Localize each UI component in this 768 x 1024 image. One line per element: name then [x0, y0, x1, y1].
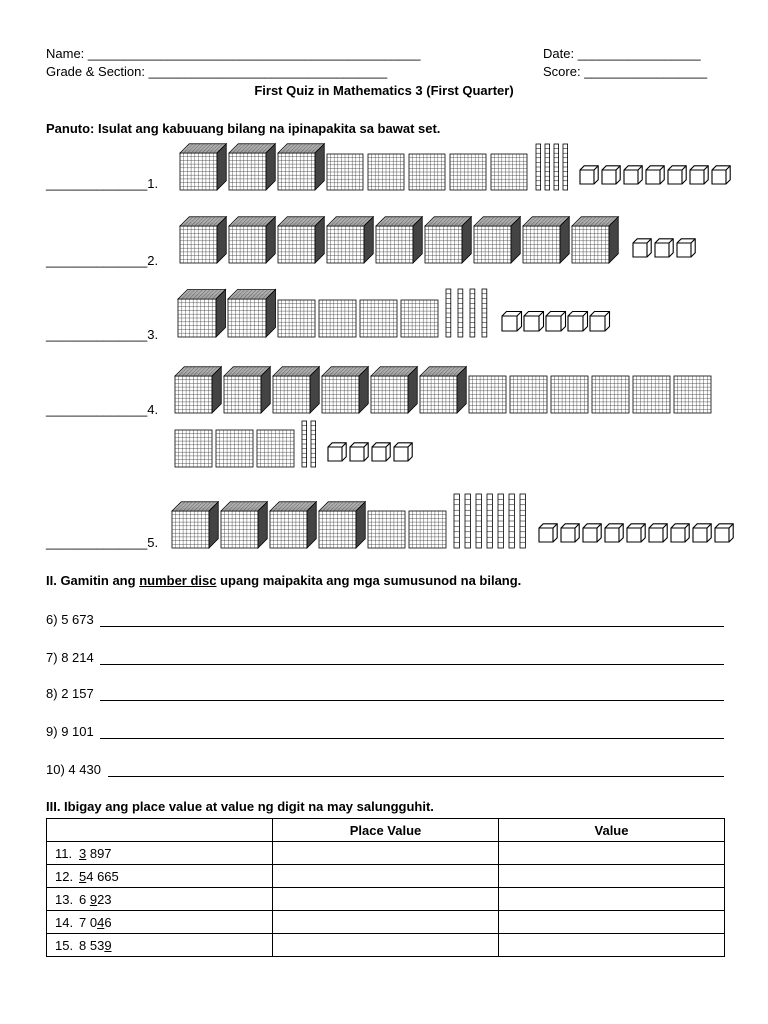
tens-rod: [311, 421, 316, 467]
thousands-cube: [371, 367, 417, 413]
hundreds-flat: [491, 154, 527, 190]
hundreds-flat: [510, 376, 547, 413]
thousands-cube: [273, 367, 319, 413]
ones-cube: [524, 312, 544, 332]
ones-cube: [590, 312, 610, 332]
hundreds-flat: [551, 376, 588, 413]
ones-cube: [655, 239, 673, 257]
hundreds-flat: [450, 154, 486, 190]
row-number: 15.: [55, 937, 74, 953]
hundreds-flat: [175, 430, 212, 467]
thousands-cube: [322, 367, 368, 413]
number-cell: [47, 842, 273, 865]
answer-blank[interactable]: ______________: [46, 402, 148, 417]
hundreds-flat: [216, 430, 253, 467]
disc-answer-line[interactable]: [100, 664, 724, 665]
thousands-cube: [572, 217, 618, 263]
disc-item-number: 9): [46, 724, 58, 739]
hundreds-flat: [401, 300, 438, 337]
ones-cube: [328, 443, 346, 461]
ones-cube: [649, 524, 667, 542]
ones-cube: [627, 524, 645, 542]
tens-rod: [476, 494, 481, 548]
hundreds-flat: [409, 511, 446, 548]
hundreds-flat: [319, 300, 356, 337]
ones-cube: [580, 166, 598, 184]
thousands-cube: [327, 217, 373, 263]
disc-item-6: [46, 612, 94, 627]
date-blank[interactable]: _________________: [577, 46, 701, 61]
disc-item-10: [46, 762, 101, 777]
name-label: Name:: [46, 46, 88, 61]
ones-cube: [546, 312, 566, 332]
hundreds-flat: [368, 154, 404, 190]
section1-instruction: Panuto: Isulat ang kabuuang bilang na ipinapakita sa bawat set.: [46, 121, 441, 136]
thousands-cube: [180, 217, 226, 263]
answer-blank[interactable]: ______________: [46, 535, 148, 550]
date-label: Date:: [543, 46, 578, 61]
ones-cube: [690, 166, 708, 184]
place-value-cell[interactable]: [273, 934, 499, 957]
ones-cube: [715, 524, 733, 542]
digits-pre: 6: [79, 891, 90, 907]
section3-instruction: III. Ibigay ang place value at value ng digit na may salungguhit.: [46, 799, 434, 814]
table-row: [47, 842, 725, 865]
underlined-digit: 5: [79, 868, 87, 884]
tens-rod: [465, 494, 470, 548]
tens-rod: [470, 289, 475, 337]
place-value-table: [46, 818, 725, 957]
number-cell: [47, 888, 273, 911]
underlined-digit: 4: [97, 914, 105, 930]
thousands-cube: [178, 290, 226, 338]
hundreds-flat: [592, 376, 629, 413]
tens-rod: [482, 289, 487, 337]
value-cell[interactable]: [499, 911, 725, 934]
thousands-cube: [180, 144, 226, 190]
tens-rod: [498, 494, 503, 548]
disc-item-value: 2 157: [61, 686, 94, 701]
table-row: [47, 888, 725, 911]
ones-cube: [668, 166, 686, 184]
ones-cube: [602, 166, 620, 184]
digits-pre: 8 53: [79, 937, 105, 953]
disc-item-9: [46, 724, 94, 739]
ones-cube: [677, 239, 695, 257]
ones-cube: [502, 312, 522, 332]
ones-cube: [394, 443, 412, 461]
row-number: 11.: [55, 845, 73, 861]
underlined-digit: 9: [104, 937, 112, 953]
table-row: [47, 911, 725, 934]
ones-cube: [583, 524, 601, 542]
disc-answer-line[interactable]: [100, 626, 724, 627]
value-cell[interactable]: [499, 842, 725, 865]
disc-item-number: 7): [46, 650, 58, 665]
table-row: [47, 865, 725, 888]
item-number: 3.: [147, 327, 159, 342]
disc-answer-line[interactable]: [108, 776, 724, 777]
ones-cube: [561, 524, 579, 542]
hundreds-flat: [278, 300, 315, 337]
section2-instruction: [46, 573, 521, 588]
tens-rod: [563, 144, 568, 190]
hundreds-flat: [409, 154, 445, 190]
answer-blank[interactable]: ______________: [46, 327, 148, 342]
thousands-cube: [228, 290, 276, 338]
ones-cube: [671, 524, 689, 542]
thousands-cube: [474, 217, 520, 263]
row-number: 14.: [55, 914, 74, 930]
ones-cube: [568, 312, 588, 332]
thousands-cube: [278, 144, 324, 190]
hundreds-flat: [368, 511, 405, 548]
thousands-cube: [175, 367, 221, 413]
tens-rod: [446, 289, 451, 337]
digits-pre: 7 0: [79, 914, 98, 930]
thousands-cube: [523, 217, 569, 263]
item-number: 5.: [147, 535, 159, 550]
digits-post: 897: [86, 845, 112, 861]
header-number: [47, 819, 273, 842]
disc-item-7: [46, 650, 94, 665]
ones-cube: [633, 239, 651, 257]
row-number: 13.: [55, 891, 74, 907]
underlined-digit: 3: [79, 845, 87, 861]
ones-cube: [693, 524, 711, 542]
thousands-cube: [229, 217, 275, 263]
thousands-cube: [221, 502, 267, 548]
place-value-cell[interactable]: [273, 842, 499, 865]
disc-item-number: 8): [46, 686, 58, 701]
thousands-cube: [376, 217, 422, 263]
thousands-cube: [270, 502, 316, 548]
hundreds-flat: [360, 300, 397, 337]
thousands-cube: [425, 217, 471, 263]
grade-blank[interactable]: _________________________________: [148, 64, 388, 79]
digits-post: 4 665: [86, 868, 119, 884]
disc-item-8: [46, 686, 94, 701]
ones-cube: [646, 166, 664, 184]
table-header-row: [47, 819, 725, 842]
digits-post: 23: [97, 891, 112, 907]
section2-instruction-post: upang maipakita ang mga sumusunod na bilang.: [216, 573, 522, 588]
tens-rod: [302, 421, 307, 467]
hundreds-flat: [257, 430, 294, 467]
tens-rod: [487, 494, 492, 548]
underlined-digit: 9: [89, 891, 98, 907]
ones-cube: [539, 524, 557, 542]
ones-cube: [605, 524, 623, 542]
hundreds-flat: [327, 154, 363, 190]
disc-answer-line[interactable]: [100, 738, 724, 739]
tens-rod: [458, 289, 463, 337]
score-label: Score:: [543, 64, 585, 79]
ones-cube: [712, 166, 730, 184]
item-number: 2.: [147, 253, 159, 268]
row-number: 12.: [55, 868, 74, 884]
hundreds-flat: [469, 376, 506, 413]
thousands-cube: [172, 502, 218, 548]
grade-label: Grade & Section:: [46, 64, 149, 79]
number-cell: [47, 865, 273, 888]
tens-rod: [454, 494, 459, 548]
score-blank[interactable]: _________________: [584, 64, 708, 79]
tens-rod: [554, 144, 559, 190]
disc-item-number: 6): [46, 612, 58, 627]
section2-instruction-pre: II. Gamitin ang: [46, 573, 140, 588]
disc-answer-line[interactable]: [100, 700, 724, 701]
disc-item-number: 10): [46, 762, 65, 777]
number-cell: [47, 911, 273, 934]
ones-cube: [624, 166, 642, 184]
digits-post: 6: [104, 914, 112, 930]
tens-rod: [545, 144, 550, 190]
value-cell[interactable]: [499, 865, 725, 888]
name-blank[interactable]: ______________________________________________: [87, 46, 421, 61]
ones-cube: [372, 443, 390, 461]
thousands-cube: [319, 502, 365, 548]
section2-instruction-underlined: number disc: [139, 573, 217, 588]
table-row: [47, 934, 725, 957]
quiz-title: First Quiz in Mathematics 3 (First Quarter): [254, 83, 514, 98]
header-place-value: Place Value: [273, 819, 499, 842]
disc-item-value: 4 430: [68, 762, 101, 777]
answer-blank[interactable]: ______________: [46, 253, 148, 268]
hundreds-flat: [633, 376, 670, 413]
thousands-cube: [229, 144, 275, 190]
ones-cube: [350, 443, 368, 461]
value-cell[interactable]: [499, 934, 725, 957]
tens-rod: [536, 144, 541, 190]
item-number: 4.: [147, 402, 159, 417]
number-cell: [47, 934, 273, 957]
tens-rod: [509, 494, 514, 548]
tens-rod: [520, 494, 525, 548]
thousands-cube: [278, 217, 324, 263]
hundreds-flat: [674, 376, 711, 413]
disc-item-value: 8 214: [61, 650, 94, 665]
place-value-cell[interactable]: [273, 888, 499, 911]
value-cell[interactable]: [499, 888, 725, 911]
thousands-cube: [224, 367, 270, 413]
disc-item-value: 9 101: [61, 724, 94, 739]
disc-item-value: 5 673: [61, 612, 94, 627]
header-value: Value: [499, 819, 725, 842]
place-value-cell[interactable]: [273, 865, 499, 888]
thousands-cube: [420, 367, 466, 413]
item-number: 1.: [147, 176, 159, 191]
answer-blank[interactable]: ______________: [46, 176, 148, 191]
place-value-cell[interactable]: [273, 911, 499, 934]
